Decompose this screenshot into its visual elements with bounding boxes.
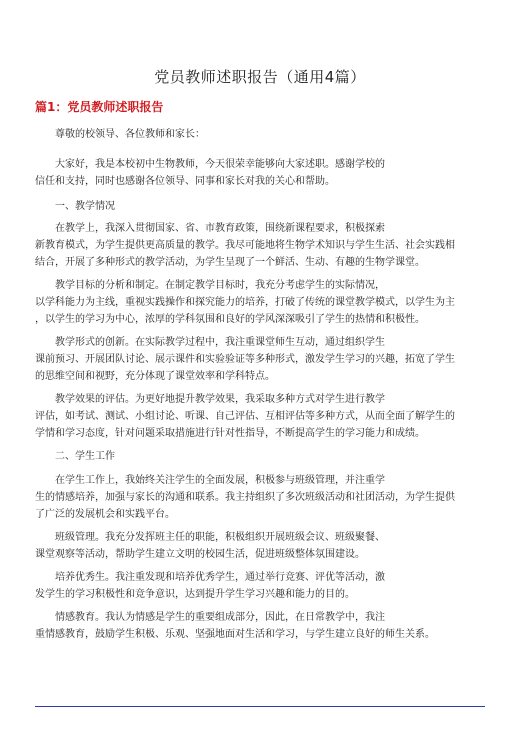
paragraph-line: 发学生的学习积极性和竞争意识，达到提升学生学习兴趣和能力的目的。 bbox=[35, 589, 355, 600]
paragraph-line: 在学生工作上，我始终关注学生的全面发展，积极参与班级管理，并注重学 bbox=[55, 475, 385, 486]
paragraph-line: 课堂观察等活动，帮助学生建立文明的校园生活，促进班级整体氛围建设。 bbox=[35, 549, 365, 560]
paragraph-line: 尊敬的校领导、各位教师和家长： bbox=[55, 129, 205, 140]
goals-paragraph bbox=[35, 277, 487, 328]
section-heading-teaching bbox=[35, 198, 507, 215]
greeting-paragraph bbox=[35, 126, 507, 143]
paragraph-line: 重情感教育，鼓励学生积极、乐观、坚强地面对生活和学习，与学生建立良好的师生关系。 bbox=[35, 629, 435, 640]
paragraph-line: 教学目标的分析和制定。在制定教学目标时，我充分考虑学生的实际情况， bbox=[55, 280, 385, 291]
student-work-paragraph bbox=[35, 472, 487, 523]
teaching-paragraph bbox=[35, 220, 487, 271]
emotional-education-paragraph bbox=[35, 609, 487, 643]
paragraph-line: 信任和支持，同时也感谢各位领导、同事和家长对我的关心和帮助。 bbox=[35, 176, 335, 187]
paragraph-line: 教学形式的创新。在实际教学过程中，我注重课堂师生互动，通过组织学生 bbox=[55, 337, 385, 348]
paragraph-line: 了广泛的发展机会和实践平台。 bbox=[35, 509, 175, 520]
section-heading: 篇1：党员教师述职报告 bbox=[35, 100, 164, 114]
footer-divider bbox=[35, 706, 485, 707]
paragraph-line: 课前预习、开展团队讨论、展示课件和实验验证等多种形式，激发学生学习的兴趣，拓宽了学生 bbox=[35, 354, 455, 365]
page-title: 党员教师述职报告（通用4篇） bbox=[154, 68, 366, 86]
paragraph-line: 结合，开展了多种形式的教学活动，为学生呈现了一个鲜活、生动、有趣的生物学课堂。 bbox=[35, 257, 425, 268]
paragraph-line: 一、教学情况 bbox=[55, 201, 115, 212]
section-heading-students bbox=[35, 448, 507, 465]
paragraph-line: 评估，如考试、测试、小组讨论、听课、自己评估、互相评估等多种方式，从而全面了解学生的 bbox=[35, 411, 455, 422]
paragraph-line: 班级管理。我充分发挥班主任的职能，积极组织开展班级会议、班级聚餐、 bbox=[55, 532, 385, 543]
paragraph-line: 大家好，我是本校初中生物教师，今天很荣幸能够向大家述职。感谢学校的 bbox=[55, 159, 385, 170]
paragraph-line: ，以学生的学习为中心，浓厚的学科氛围和良好的学风深深吸引了学生的热情和积极性。 bbox=[35, 314, 425, 325]
paragraph-line: 生的情感培养，加强与家长的沟通和联系。我主持组织了多次班级活动和社团活动，为学生提供 bbox=[35, 492, 455, 503]
excellent-students-paragraph bbox=[35, 569, 487, 603]
paragraph-line: 的思维空间和视野，充分体现了课堂效率和学科特点。 bbox=[35, 371, 275, 382]
paragraph-line: 新教育模式，为学生提供更高质量的教学。我尽可能地将生物学术知识与学生生活、社会实践相 bbox=[35, 240, 455, 251]
class-management-paragraph bbox=[35, 529, 487, 563]
paragraph-line: 情感教育。我认为情感是学生的重要组成部分，因此，在日常教学中，我注 bbox=[55, 612, 385, 623]
paragraph-line: 以学科能力为主线，重视实践操作和探究能力的培养，打破了传统的课堂教学模式，以学生为主 bbox=[35, 297, 455, 308]
paragraph-line: 学情和学习态度，针对问题采取措施进行针对性指导，不断提高学生的学习能力和成绩。 bbox=[35, 428, 425, 439]
intro-paragraph bbox=[35, 156, 487, 190]
paragraph-line: 在教学上，我深入贯彻国家、省、市教育政策，围绕新课程要求，积极探索 bbox=[55, 223, 385, 234]
evaluation-paragraph bbox=[35, 391, 487, 442]
paragraph-line: 教学效果的评估。为更好地提升教学效果，我采取多种方式对学生进行教学 bbox=[55, 394, 385, 405]
innovation-paragraph bbox=[35, 334, 487, 385]
paragraph-line: 培养优秀生。我注重发现和培养优秀学生，通过举行竞赛、评优等活动，激 bbox=[55, 572, 385, 583]
paragraph-line: 二、学生工作 bbox=[55, 451, 115, 462]
